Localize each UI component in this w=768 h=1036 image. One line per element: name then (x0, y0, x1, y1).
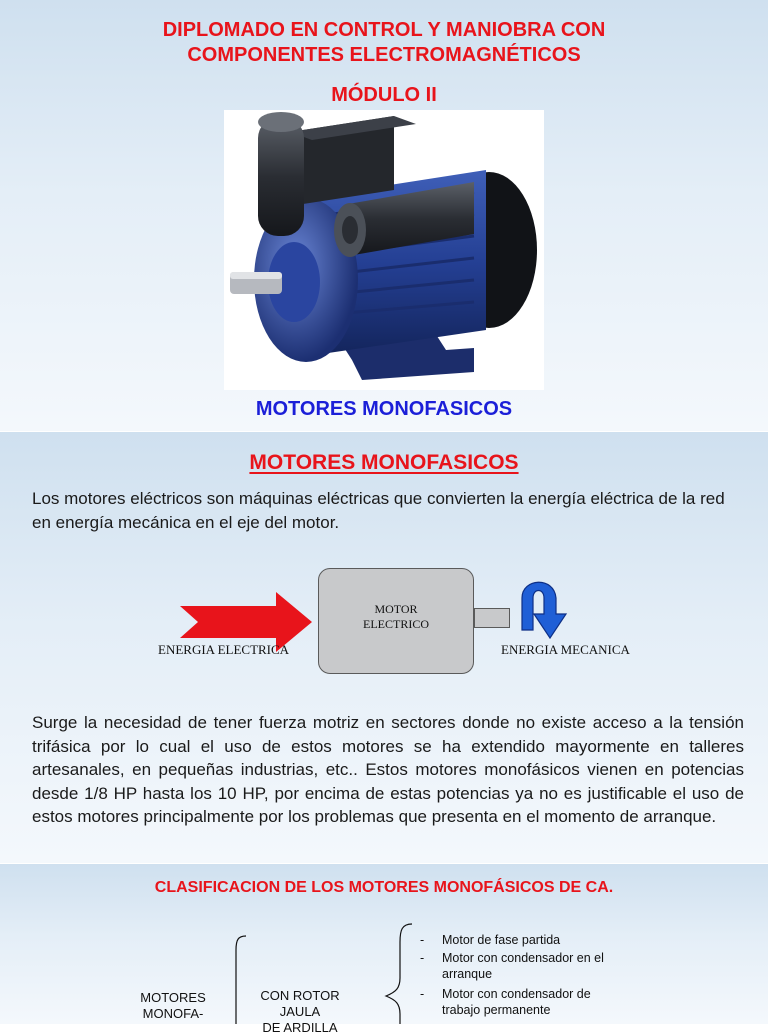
motor-photo (224, 110, 544, 390)
motor-label-line-1: MOTOR (374, 602, 418, 616)
motor-label-line-2: ELECTRICO (363, 617, 429, 631)
diploma-title (0, 18, 768, 68)
output-energy-label: ENERGIA MECANICA (501, 642, 630, 657)
title-line-1: DIPLOMADO EN CONTROL Y MANIOBRA CON (162, 19, 606, 41)
section-heading: MOTORES MONOFASICOS (249, 451, 519, 474)
bullet-dash: - (420, 951, 425, 965)
motor-shaft (474, 608, 510, 628)
root-line-2: MONOFA- (142, 1006, 204, 1021)
item-text: Motor de fase partida (442, 933, 561, 947)
item-text: Motor con condensador de trabajo permanente (442, 987, 591, 1017)
branch-line-1: CON ROTOR JAULA (260, 988, 340, 1019)
slide-definition (0, 432, 768, 864)
energy-conversion-diagram (150, 562, 670, 682)
motor-illustration (224, 110, 544, 390)
list-item (420, 932, 640, 948)
input-energy-label: ENERGIA ELECTRICA (158, 642, 290, 657)
bullet-dash: - (420, 987, 425, 1001)
classification-heading: CLASIFICACION DE LOS MOTORES MONOFÁSICOS DE CA. (154, 879, 614, 896)
context-paragraph: Surge la necesidad de tener fuerza motriz en sectores donde no existe acceso a la tensión trifásica por lo cual el uso de estos motores se ha extendido mayormente en talleres artesanales, en pequeñas industrias, etc.. Estos motores monofásicos vienen en potencias desde 1/8 HP hasta los 10 HP, por encima de estas potencias ya no es justificable el uso de estos motores principalmente por los problemas que presenta en el momento de arranque. (32, 713, 744, 826)
rotation-arrow-icon (516, 572, 576, 642)
list-item (420, 950, 640, 982)
list-item (420, 986, 640, 1018)
classification-root (128, 990, 218, 1022)
classification-branch (240, 988, 360, 1036)
module-label: MÓDULO II (331, 84, 437, 106)
classification-braces (0, 864, 768, 1024)
title-line-2: COMPONENTES ELECTROMAGNÉTICOS (187, 44, 581, 66)
item-text: Motor con condensador en el arranque (442, 951, 604, 981)
motor-label (318, 602, 474, 632)
slide-classification (0, 864, 768, 1035)
bullet-dash: - (420, 933, 425, 947)
branch-line-2: DE ARDILLA (262, 1020, 338, 1035)
slide-title (0, 0, 768, 432)
root-line-1: MOTORES (140, 990, 206, 1005)
slide-subtitle: MOTORES MONOFASICOS (255, 398, 513, 420)
definition-paragraph: Los motores eléctricos son máquinas eléctricas que convierten la energía eléctrica de la red en energía mecánica en el eje del motor. (32, 489, 725, 532)
